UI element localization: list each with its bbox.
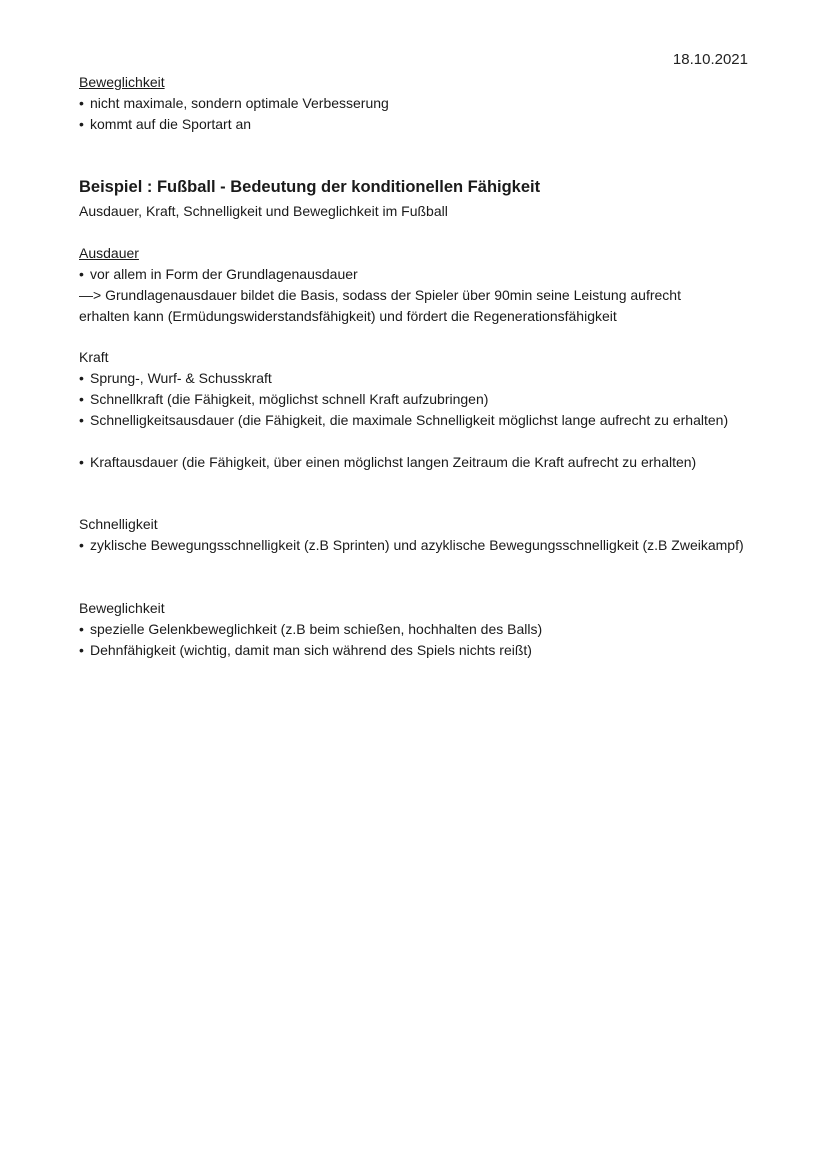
bullet-dot: • — [79, 621, 84, 637]
bullet-dot: • — [79, 391, 84, 407]
kraft-bullet-1: • Sprung-, Wurf- & Schusskraft — [79, 368, 749, 389]
kraft-bullet-4: • Kraftausdauer (die Fähigkeit, über einen möglichst langen Zeitraum die Kraft aufrecht zu erhalten) — [79, 452, 749, 473]
ausdauer-line-2: erhalten kann (Ermüdungswiderstandsfähigkeit) und fördert die Regenerationsfähigkeit — [79, 308, 617, 324]
ausdauer-line-1: —> Grundlagenausdauer bildet die Basis, sodass der Spieler über 90min seine Leistung aufrecht — [79, 287, 681, 303]
ausdauer-bullet: • vor allem in Form der Grundlagenausdauer — [79, 264, 749, 285]
schnelligkeit-bullet-1: • zyklische Bewegungsschnelligkeit (z.B Sprinten) und azyklische Bewegungsschnelligkeit (z.B Zweikampf) — [79, 535, 749, 556]
bullet-dot: • — [79, 454, 84, 470]
intro-bullet-1: • nicht maximale, sondern optimale Verbesserung — [79, 93, 749, 114]
bullet-dot: • — [79, 537, 84, 553]
document-date: 18.10.2021 — [672, 51, 748, 68]
kraft-bullet-3: • Schnelligkeitsausdauer (die Fähigkeit, die maximale Schnelligkeit möglichst lange aufrecht zu erhalten) — [79, 410, 749, 431]
kraft-bullet-2: • Schnellkraft (die Fähigkeit, möglichst schnell Kraft aufzubringen) — [79, 389, 749, 410]
bullet-dot: • — [79, 95, 84, 111]
example-heading: Beispiel : Fußball - Bedeutung der konditionellen Fähigkeit — [79, 178, 541, 196]
intro-bullet-2: • kommt auf die Sportart an — [79, 114, 749, 135]
ausdauer-title: Ausdauer — [79, 245, 139, 261]
bullet-dot: • — [79, 412, 84, 428]
beweglichkeit-bullet-1: • spezielle Gelenkbeweglichkeit (z.B beim schießen, hochhalten des Balls) — [79, 619, 749, 640]
example-subtitle: Ausdauer, Kraft, Schnelligkeit und Beweglichkeit im Fußball — [79, 203, 448, 219]
schnelligkeit-title: Schnelligkeit — [79, 516, 158, 532]
kraft-title: Kraft — [79, 349, 109, 365]
beweglichkeit-title: Beweglichkeit — [79, 600, 165, 616]
bullet-dot: • — [79, 370, 84, 386]
intro-title: Beweglichkeit — [79, 74, 165, 90]
beweglichkeit-bullet-2: • Dehnfähigkeit (wichtig, damit man sich während des Spiels nichts reißt) — [79, 640, 749, 661]
bullet-dot: • — [79, 642, 84, 658]
bullet-dot: • — [79, 266, 84, 282]
bullet-dot: • — [79, 116, 84, 132]
